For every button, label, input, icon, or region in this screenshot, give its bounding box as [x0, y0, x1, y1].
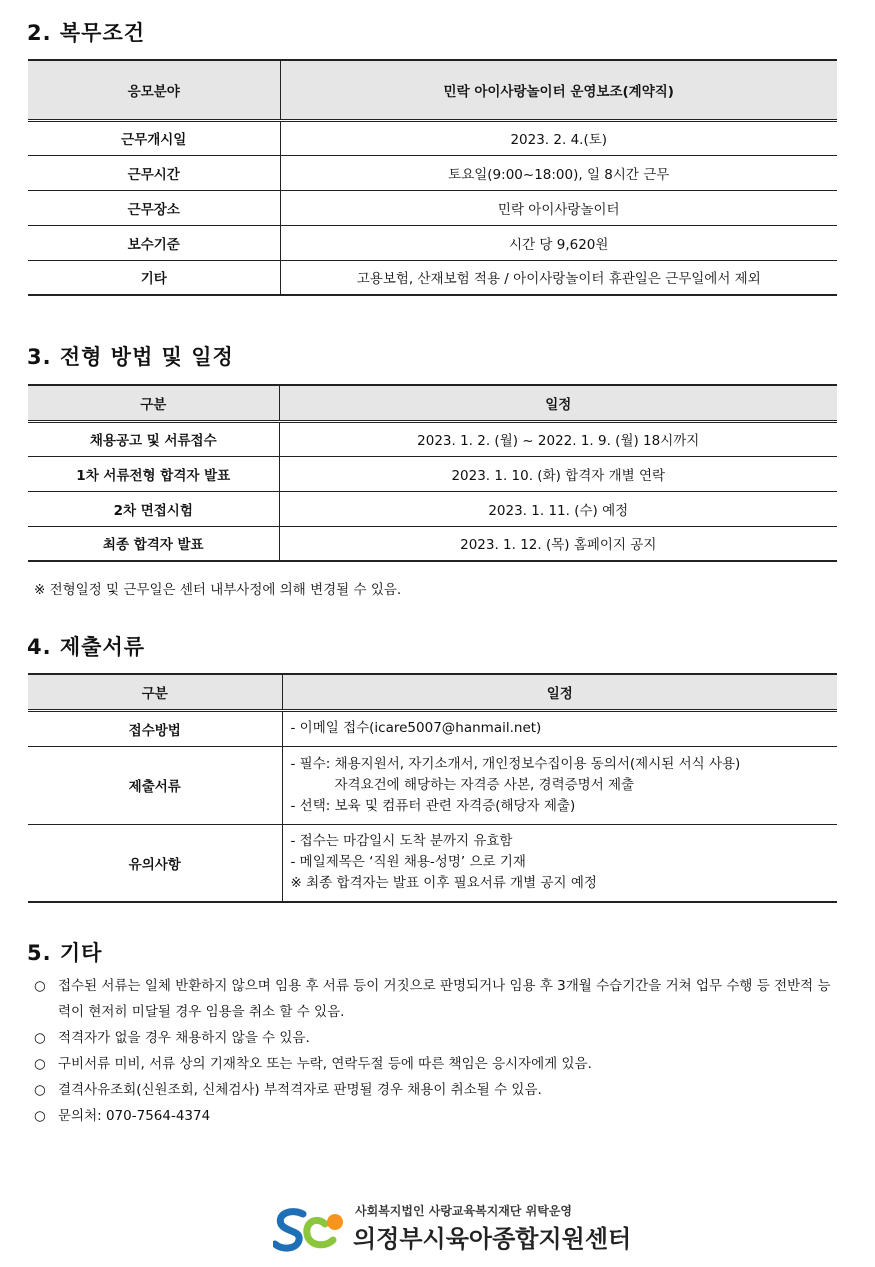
center-logo-block [273, 1200, 653, 1256]
row-label: 기타 [28, 260, 280, 295]
row-label: 유의사항 [28, 824, 282, 902]
row-label: 제출서류 [28, 746, 282, 824]
schedule-note: ※ 전형일정 및 근무일은 센터 내부사정에 의해 변경될 수 있음. [34, 582, 402, 598]
table-row [28, 120, 837, 155]
list-item [34, 1077, 842, 1103]
center-logo-icon [273, 1204, 349, 1254]
table-row [28, 491, 837, 526]
circle-bullet-icon: ○ [34, 1056, 46, 1072]
row-label: 1차 서류전형 합격자 발표 [28, 456, 279, 491]
table-row [28, 155, 837, 190]
row-value: 2023. 1. 12. (목) 홈페이지 공지 [279, 526, 837, 561]
list-item-text: 적격자가 없을 경우 채용하지 않을 수 있음. [58, 1030, 310, 1046]
list-item-text: 결격사유조회(신원조회, 신체검사) 부적격자로 판명될 경우 채용이 취소될 수 있음. [58, 1082, 542, 1098]
list-item-text: 접수된 서류는 일체 반환하지 않으며 임용 후 서류 등이 거짓으로 판명되거나 임용 후 3개월 수습기간을 거쳐 업무 수행 등 전반적 능력이 현저히 미달될 경우 임용을 취소 할 수 있음. [58, 978, 831, 1020]
row-value: 민락 아이사랑놀이터 [280, 190, 837, 225]
row-value: 고용보험, 산재보험 적용 / 아이사랑놀이터 휴관일은 근무일에서 제외 [280, 260, 837, 295]
circle-bullet-icon: ○ [34, 978, 46, 994]
row-value: 토요일(9:00~18:00), 일 8시간 근무 [280, 155, 837, 190]
text-line: - 필수: 채용지원서, 자기소개서, 개인정보수집이용 동의서(제시된 서식 사용) [290, 755, 741, 772]
table-row [28, 456, 837, 491]
row-label: 근무시간 [28, 155, 280, 190]
table-row [28, 421, 837, 456]
header-cell: 응모분야 [28, 60, 280, 120]
selection-schedule-table [28, 384, 837, 562]
circle-bullet-icon: ○ [34, 1082, 46, 1098]
section-5-title: 5. 기타 [27, 941, 103, 965]
text-line: - 접수는 마감일시 도착 분까지 유효함 [290, 833, 513, 850]
row-label: 접수방법 [28, 710, 282, 746]
row-label: 최종 합격자 발표 [28, 526, 279, 561]
table-header-row [28, 60, 837, 120]
row-value [282, 710, 837, 746]
row-value [282, 824, 837, 902]
foundation-subtitle: 사회복지법인 사랑교육복지재단 위탁운영 [355, 1204, 573, 1218]
documents-table [28, 673, 837, 903]
text-line: - 이메일 접수(icare5007@hanmail.net) [290, 720, 542, 736]
row-value: 2023. 2. 4.(토) [280, 120, 837, 155]
table-row [28, 710, 837, 746]
row-value: 2023. 1. 11. (수) 예정 [279, 491, 837, 526]
row-value: 2023. 1. 2. (월) ~ 2022. 1. 9. (월) 18시까지 [279, 421, 837, 456]
table-header-row [28, 674, 837, 710]
list-item-text: 문의처: 070-7564-4374 [58, 1108, 211, 1124]
table-header-row [28, 385, 837, 421]
table-row [28, 526, 837, 561]
row-value: 시간 당 9,620원 [280, 225, 837, 260]
header-cell: 구분 [28, 385, 279, 421]
section-2-title: 2. 복무조건 [27, 21, 146, 45]
row-label: 2차 면접시험 [28, 491, 279, 526]
circle-bullet-icon: ○ [34, 1030, 46, 1046]
table-row [28, 746, 837, 824]
organization-name: 의정부시육아종합지원센터 [353, 1225, 632, 1253]
text-line: - 선택: 보육 및 컴퓨터 관련 자격증(해당자 제출) [290, 797, 576, 814]
row-label: 근무장소 [28, 190, 280, 225]
list-item-text: 구비서류 미비, 서류 상의 기재착오 또는 누락, 연락두절 등에 따른 책임은 응시자에게 있음. [58, 1056, 592, 1072]
header-cell: 일정 [279, 385, 837, 421]
header-cell: 일정 [282, 674, 837, 710]
row-label: 보수기준 [28, 225, 280, 260]
section-3-title: 3. 전형 방법 및 일정 [27, 345, 234, 369]
table-row [28, 225, 837, 260]
row-value: 2023. 1. 10. (화) 합격자 개별 연락 [279, 456, 837, 491]
row-label: 채용공고 및 서류접수 [28, 421, 279, 456]
text-line: 자격요건에 해당하는 자격증 사본, 경력증명서 제출 [334, 776, 635, 793]
table-row [28, 260, 837, 295]
text-line: - 메일제목은 ‘직원 채용-성명’ 으로 기재 [290, 854, 526, 871]
list-item [34, 973, 842, 1025]
list-item [34, 1051, 842, 1077]
row-label: 근무개시일 [28, 120, 280, 155]
table-row [28, 824, 837, 902]
circle-bullet-icon: ○ [34, 1108, 46, 1124]
list-item [34, 1025, 842, 1051]
table-row [28, 190, 837, 225]
section-4-title: 4. 제출서류 [27, 635, 146, 659]
header-cell: 구분 [28, 674, 282, 710]
row-value [282, 746, 837, 824]
misc-list [34, 973, 842, 1129]
header-cell: 민락 아이사랑놀이터 운영보조(계약직) [280, 60, 837, 120]
text-line: ※ 최종 합격자는 발표 이후 필요서류 개별 공지 예정 [290, 875, 597, 892]
work-conditions-table [28, 59, 837, 296]
list-item [34, 1103, 842, 1129]
